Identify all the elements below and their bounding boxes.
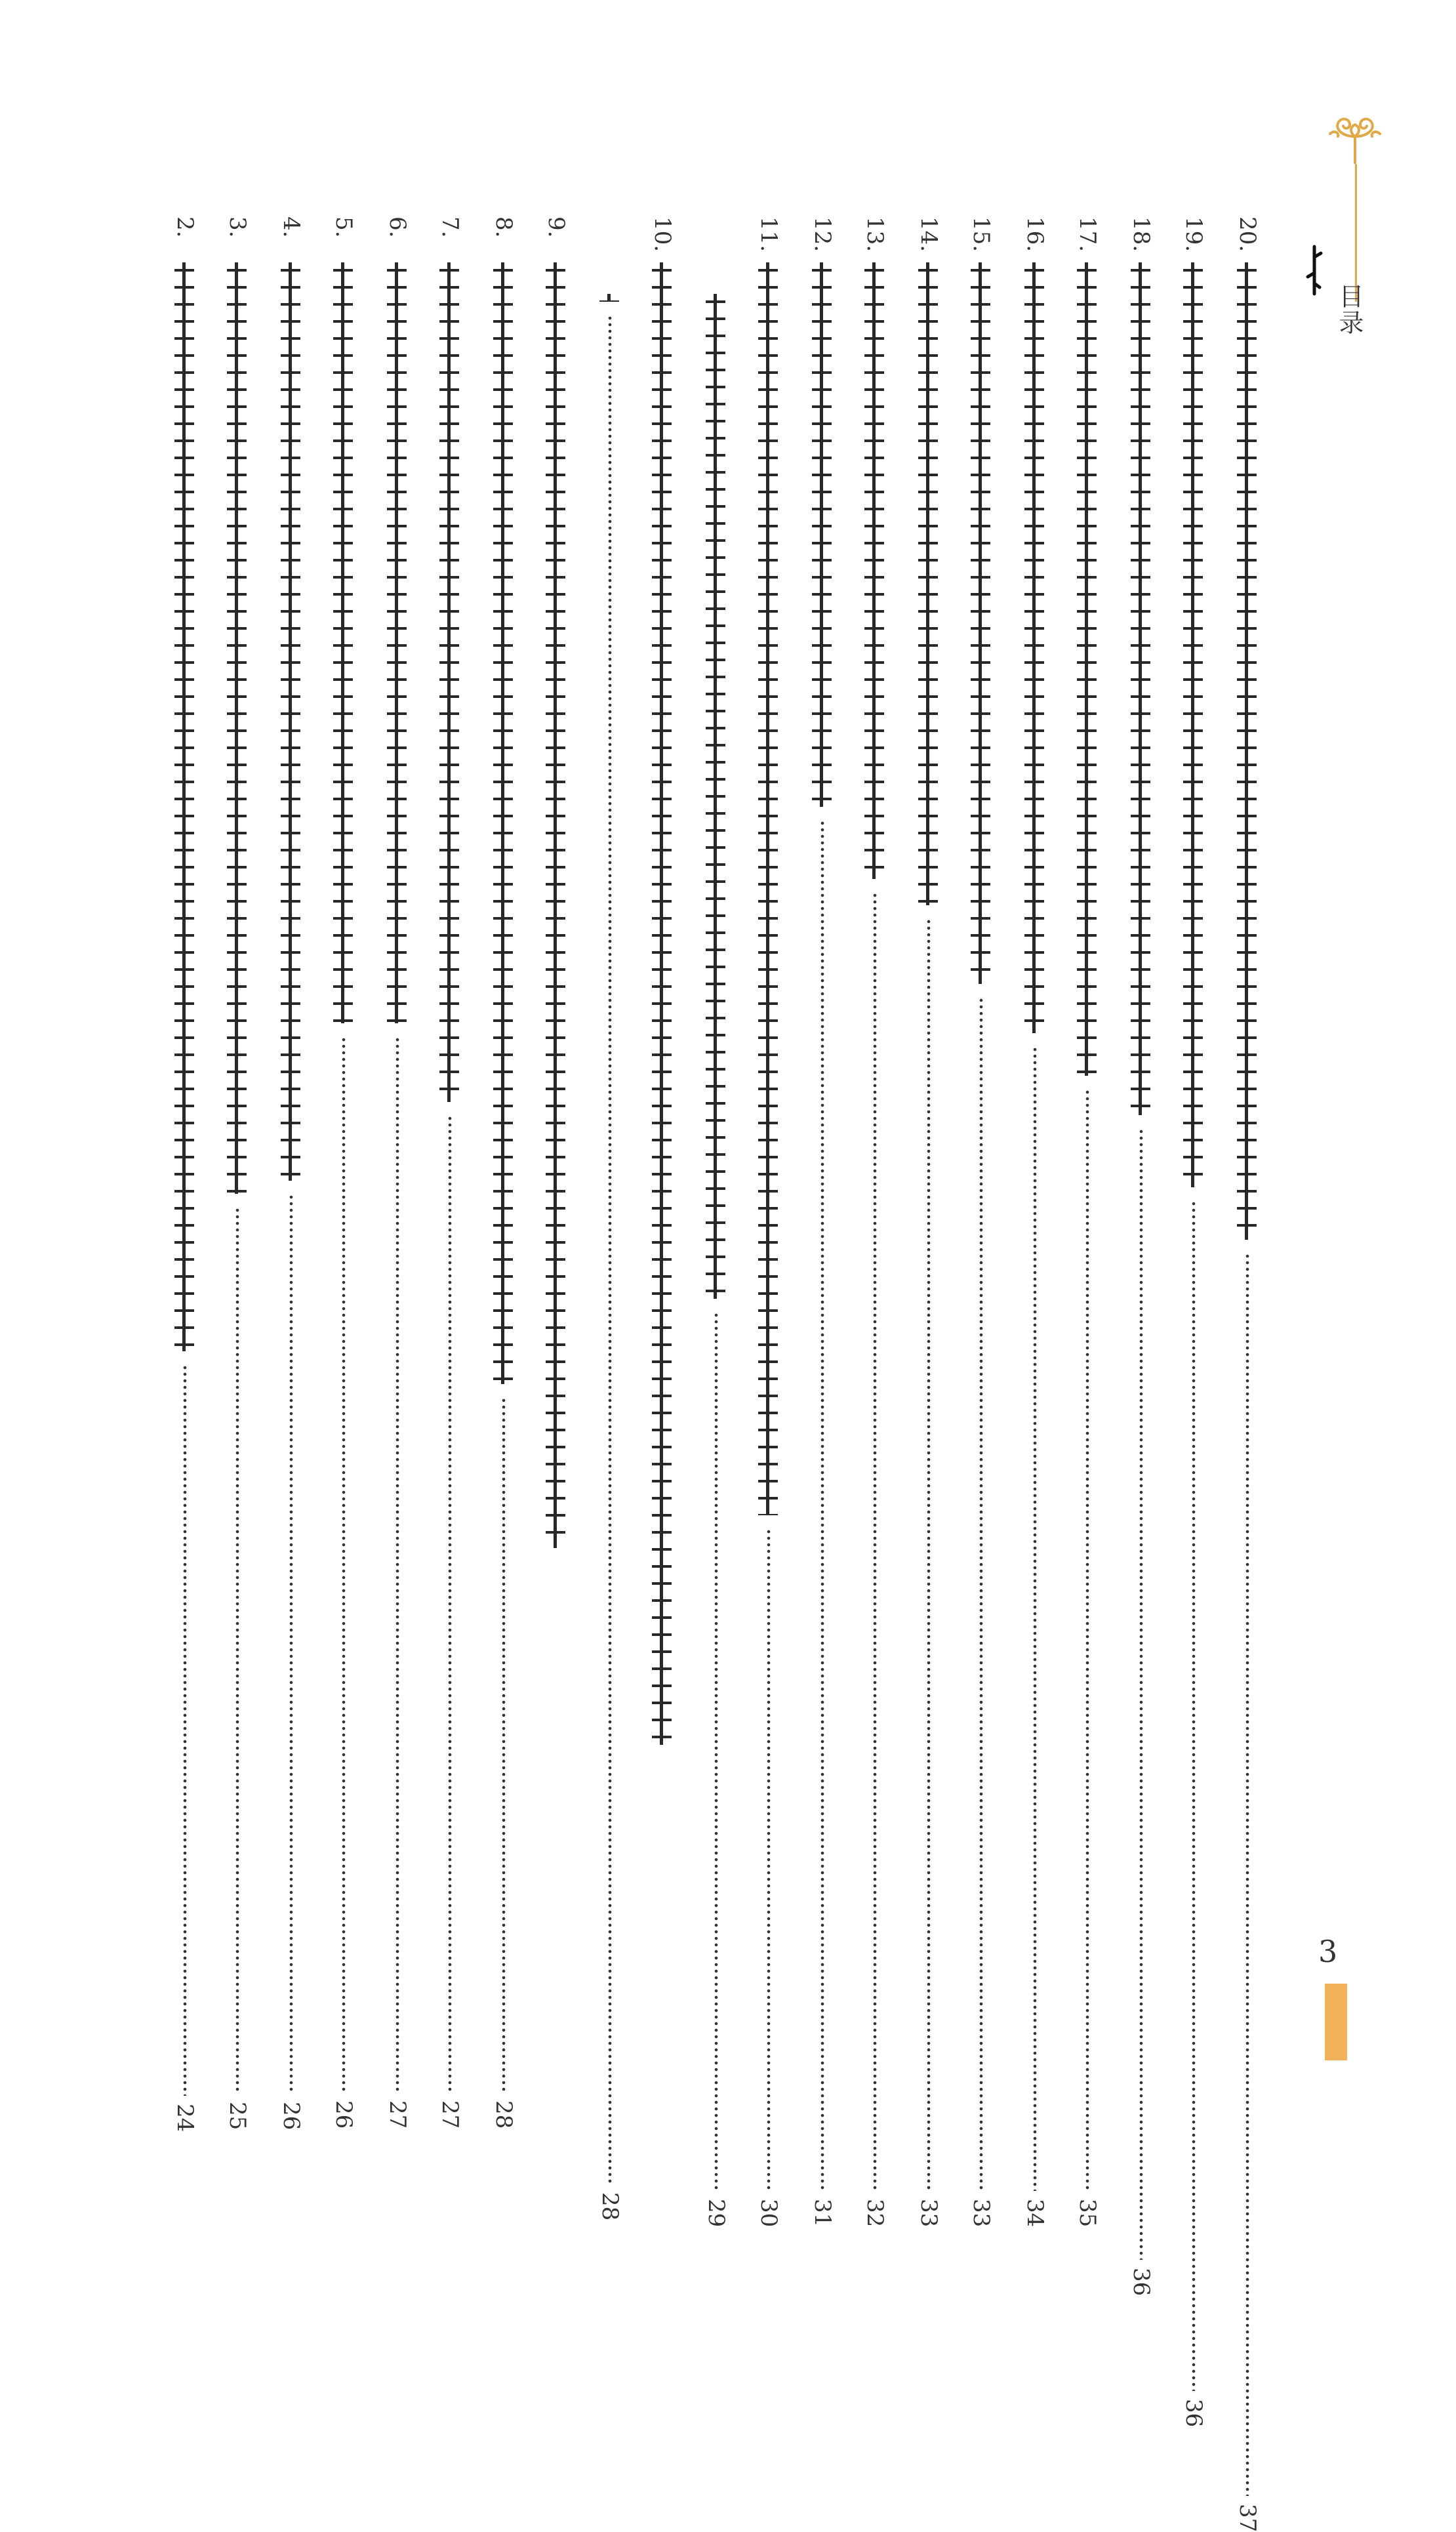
toc-entry[interactable]	[383, 0, 412, 2129]
toc-entry-page: 32	[862, 2199, 888, 2228]
dot-leader	[447, 1115, 453, 2093]
toc-entry-number: 20.	[1234, 216, 1261, 253]
mongolian-text-glyphs	[864, 262, 884, 879]
toc-entry-number: 12.	[809, 216, 836, 253]
toc-entry-page: 27	[384, 2100, 411, 2129]
toc-entry-number: 7.	[437, 216, 463, 238]
toc-entry-title-mongolian	[1077, 262, 1097, 1076]
toc-entry-number: 18.	[1128, 216, 1154, 253]
toc-entry[interactable]	[1127, 0, 1156, 2297]
mongolian-text-glyphs	[439, 262, 459, 1102]
toc-entry-number: 10.	[649, 216, 676, 253]
toc-entry[interactable]	[754, 0, 783, 2228]
mongolian-text-glyphs	[918, 262, 938, 905]
toc-entry[interactable]	[648, 0, 677, 2060]
toc-entry-page: 28	[597, 2192, 623, 2221]
toc-entry-title-mongolian	[174, 262, 194, 1351]
toc-entry-number: 16.	[1022, 216, 1048, 253]
toc-entry-title-mongolian	[918, 262, 938, 905]
toc-entry-number: 19.	[1181, 216, 1207, 253]
dot-leader	[501, 1397, 506, 2093]
toc-entry-page: 28	[491, 2100, 517, 2129]
toc-entry[interactable]	[171, 0, 199, 2133]
toc-entry-number: 8.	[491, 216, 517, 238]
dot-leader	[182, 1364, 188, 2096]
mongolian-text-glyphs	[706, 294, 725, 1299]
toc-entry-page: 36	[1181, 2399, 1207, 2428]
toc-entry[interactable]	[1179, 0, 1208, 2428]
mongolian-text-glyphs	[546, 262, 565, 1548]
toc-entry[interactable]	[702, 0, 731, 2228]
toc-entry-title-mongolian	[1024, 262, 1044, 1033]
mongolian-text-glyphs	[227, 262, 247, 1194]
dot-leader	[766, 1528, 771, 2191]
toc-entry-page: 26	[331, 2100, 357, 2129]
dot-leader	[872, 892, 878, 2191]
toc-entry-page: 33	[916, 2199, 942, 2228]
toc-entry-title-mongolian	[333, 262, 353, 1023]
page-edge-tab	[1325, 1984, 1347, 2060]
toc-entry-title-mongolian	[1131, 262, 1150, 1115]
toc-entry[interactable]	[860, 0, 889, 2228]
toc-entry-title-mongolian	[864, 262, 884, 879]
toc-entry[interactable]	[808, 0, 837, 2228]
mongolian-text-glyphs	[1131, 262, 1150, 1115]
mongolian-text-glyphs	[493, 262, 513, 1384]
page-number: 3	[1318, 1934, 1338, 1969]
toc-entry-page: 36	[1128, 2268, 1154, 2297]
dot-leader	[235, 1207, 240, 2094]
toc-entry[interactable]	[1233, 0, 1262, 2532]
toc-entry[interactable]	[223, 0, 252, 2131]
toc-entry[interactable]	[435, 0, 464, 2129]
toc-entry-number: 11.	[756, 216, 782, 253]
toc-entry-number: 9.	[543, 216, 569, 238]
toc-entry[interactable]	[542, 0, 571, 2060]
toc-entry[interactable]	[1021, 0, 1049, 2228]
toc-entry-page: 34	[1022, 2199, 1048, 2228]
toc-entry-title-mongolian	[387, 262, 407, 1023]
toc-entry[interactable]	[329, 0, 358, 2129]
mongolian-text-glyphs	[1237, 262, 1257, 1240]
mongolian-text-glyphs	[812, 262, 832, 807]
dot-leader	[395, 1036, 400, 2093]
toc-entry-number: 2.	[172, 216, 198, 238]
mongolian-text-glyphs	[599, 294, 619, 302]
dot-leader	[341, 1036, 346, 2093]
mongolian-text-glyphs	[971, 262, 990, 984]
toc-entry[interactable]	[489, 0, 518, 2129]
toc-entry-title-mongolian	[281, 262, 300, 1181]
toc-entry-title-mongolian	[758, 262, 778, 1515]
toc-entry-title-mongolian	[812, 262, 832, 807]
mongolian-text-glyphs	[387, 262, 407, 1023]
toc-entry-title-mongolian	[971, 262, 990, 984]
dot-leader	[979, 997, 984, 2191]
toc-entry-title-mongolian	[493, 262, 513, 1384]
toc-entry-number: 13.	[862, 216, 888, 253]
section-title: 目录	[1335, 283, 1364, 336]
dot-leader	[607, 315, 613, 2184]
toc-entry-title-mongolian	[599, 294, 619, 302]
toc-entry-number: 14.	[916, 216, 942, 253]
toc-entry[interactable]	[1073, 0, 1102, 2228]
toc-entry-number: 5.	[331, 216, 357, 238]
mongolian-text-glyphs	[652, 262, 672, 1745]
toc-entry-page: 33	[968, 2199, 994, 2228]
toc-entry-title-mongolian	[652, 262, 672, 1745]
toc-entry[interactable]	[596, 0, 624, 2221]
dot-leader	[820, 820, 825, 2191]
toc-entry-title-mongolian	[706, 294, 725, 1299]
dot-leader	[1245, 1253, 1250, 2496]
mongolian-text-glyphs	[174, 262, 194, 1351]
mongolian-text-glyphs	[281, 262, 300, 1181]
toc-entry-number: 6.	[384, 216, 411, 238]
toc-entry-page: 31	[809, 2199, 836, 2228]
dot-leader	[1191, 1200, 1196, 2391]
mongolian-text-glyphs	[333, 262, 353, 1023]
toc-entry-page: 24	[172, 2104, 198, 2133]
mongolian-text-glyphs	[1024, 262, 1044, 1033]
toc-entry-page: 37	[1234, 2504, 1261, 2532]
toc-entry[interactable]	[277, 0, 306, 2131]
toc-entry[interactable]	[967, 0, 996, 2228]
toc-entry-title-mongolian	[227, 262, 247, 1194]
toc-entry[interactable]	[914, 0, 943, 2228]
toc-entry-page: 30	[756, 2199, 782, 2228]
mongolian-text-glyphs	[1077, 262, 1097, 1076]
dot-leader	[1085, 1089, 1090, 2191]
toc-entry-title-mongolian	[439, 262, 459, 1102]
toc-entry-title-mongolian	[546, 262, 565, 1548]
toc-entry-number: 3.	[224, 216, 251, 238]
mongolian-text-glyphs	[758, 262, 778, 1515]
dot-leader	[1032, 1046, 1038, 2191]
toc-entry-number: 4.	[278, 216, 304, 238]
toc-entry-page: 26	[278, 2102, 304, 2131]
toc-entry-title-mongolian	[1183, 262, 1203, 1187]
toc-entry-page: 35	[1074, 2199, 1101, 2228]
toc-entry-number: 15.	[968, 216, 994, 253]
dot-leader	[289, 1194, 294, 2094]
toc-entry-page: 25	[224, 2102, 251, 2131]
dot-leader	[1139, 1128, 1144, 2260]
dot-leader	[714, 1312, 719, 2191]
toc-entry-page: 29	[703, 2199, 729, 2228]
toc-entry-page: 27	[437, 2100, 463, 2129]
mongolian-text-glyphs	[1183, 262, 1203, 1187]
toc-entry-title-mongolian	[1237, 262, 1257, 1240]
dot-leader	[926, 918, 931, 2191]
toc-entry-number: 17.	[1074, 216, 1101, 253]
